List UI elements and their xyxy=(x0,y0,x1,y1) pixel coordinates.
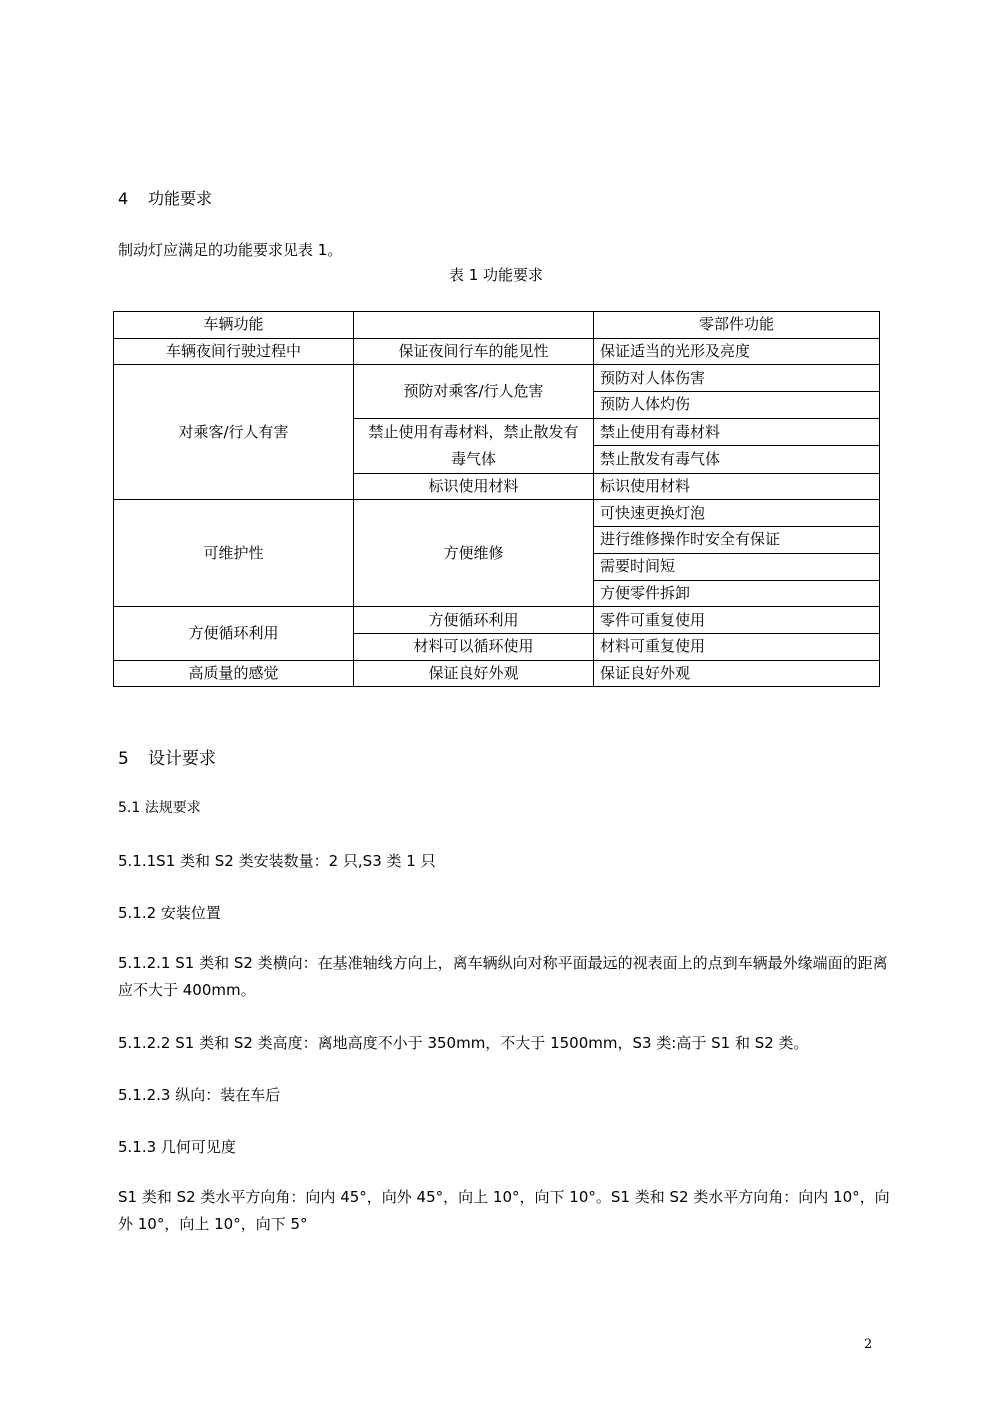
clause-5-1-2-2: 5.1.2.2 S1 类和 S2 类高度：离地高度不小于 350mm，不大于 1500mm，S3 类:高于 S1 和 S2 类。 xyxy=(118,1034,809,1052)
section-heading-4 xyxy=(118,186,212,209)
column-header xyxy=(354,312,594,339)
table-caption: 表 1 功能要求 xyxy=(448,266,544,284)
table-cell: 预防对乘客/行人危害 xyxy=(354,365,594,418)
table-cell: 标识使用材料 xyxy=(594,473,880,500)
clause-5-1-3: 5.1.3 几何可见度 xyxy=(118,1138,236,1156)
clause-5-1-1: 5.1.1S1 类和 S2 类安装数量：2 只,S3 类 1 只 xyxy=(118,852,436,870)
table-cell: 方便循环利用 xyxy=(114,607,354,660)
column-header: 零部件功能 xyxy=(594,312,880,339)
table-cell: 高质量的感觉 xyxy=(114,660,354,687)
table-cell: 材料可重复使用 xyxy=(594,633,880,660)
table-cell: 方便循环利用 xyxy=(354,607,594,634)
section-number: 5 xyxy=(118,749,129,769)
section-heading-5 xyxy=(118,744,216,769)
table-cell: 禁止散发有毒气体 xyxy=(594,446,880,474)
table-row xyxy=(114,500,880,527)
table-cell: 标识使用材料 xyxy=(354,473,594,500)
table-row xyxy=(114,607,880,634)
table-cell: 禁止使用有毒材料，禁止散发有毒气体 xyxy=(354,418,594,473)
section-title: 设计要求 xyxy=(148,749,216,769)
section-number: 4 xyxy=(118,189,129,208)
intro-paragraph: 制动灯应满足的功能要求见表 1。 xyxy=(118,241,343,259)
section-title: 功能要求 xyxy=(148,189,213,208)
visibility-paragraph: S1 类和 S2 类水平方向角：向内 45°，向外 45°，向上 10°，向下 10°。S1 类和 S2 类水平方向角：向内 10°，向外 10°，向上 10°，向下 5° xyxy=(118,1188,890,1233)
clause-5-1-2-1: 5.1.2.1 S1 类和 S2 类横向：在基准轴线方向上，离车辆纵向对称平面最远的视表面上的点到车辆最外缘端面的距离应不大于 400mm。 xyxy=(118,954,888,999)
table-cell: 材料可以循环使用 xyxy=(354,633,594,660)
table-cell: 进行维修操作时安全有保证 xyxy=(594,527,880,554)
page-number: 2 xyxy=(864,1337,873,1352)
table-cell: 预防对人体伤害 xyxy=(594,365,880,392)
clause-5-1-2: 5.1.2 安装位置 xyxy=(118,904,221,922)
table-cell: 保证良好外观 xyxy=(354,660,594,687)
table-cell: 方便零件拆卸 xyxy=(594,580,880,607)
table-row xyxy=(114,338,880,365)
column-header: 车辆功能 xyxy=(114,312,354,339)
table-cell: 预防人体灼伤 xyxy=(594,392,880,419)
table-cell: 可维护性 xyxy=(114,500,354,607)
table-cell: 保证夜间行车的能见性 xyxy=(354,338,594,365)
table-cell: 保证适当的光形及亮度 xyxy=(594,338,880,365)
table-cell: 车辆夜间行驶过程中 xyxy=(114,338,354,365)
table-cell: 对乘客/行人有害 xyxy=(114,365,354,500)
table-row xyxy=(114,660,880,687)
table-cell: 禁止使用有毒材料 xyxy=(594,418,880,446)
table-header-row xyxy=(114,312,880,339)
subsection-heading-5-1: 5.1 法规要求 xyxy=(118,800,201,816)
function-requirements-table xyxy=(113,311,880,687)
table-cell: 方便维修 xyxy=(354,500,594,607)
clause-5-1-2-3: 5.1.2.3 纵向：装在车后 xyxy=(118,1086,281,1104)
table-cell: 零件可重复使用 xyxy=(594,607,880,634)
table-cell: 可快速更换灯泡 xyxy=(594,500,880,527)
table-cell: 需要时间短 xyxy=(594,553,880,580)
table-cell: 保证良好外观 xyxy=(594,660,880,687)
table-row xyxy=(114,365,880,392)
